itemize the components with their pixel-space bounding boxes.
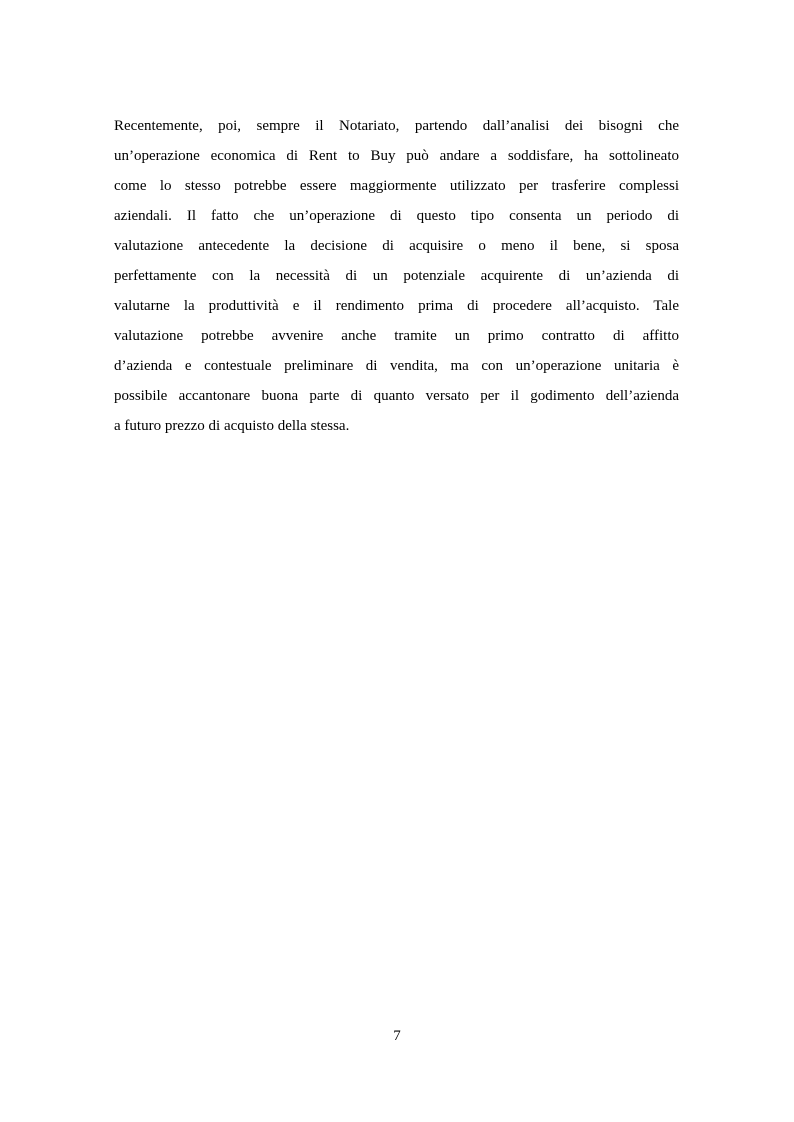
paragraph-line: un’operazione economica di Rent to Buy può andare a soddisfare, ha sottolineato [114,148,679,164]
paragraph-line: a futuro prezzo di acquisto della stessa. [114,418,350,434]
paragraph-line: come lo stesso potrebbe essere maggiormente utilizzato per trasferire complessi [114,178,679,194]
paragraph-line: valutarne la produttività e il rendimento prima di procedere all’acquisto. Tale [114,298,679,314]
page-number: 7 [393,1028,401,1044]
paragraph-line: valutazione antecedente la decisione di acquisire o meno il bene, si sposa [114,238,679,254]
paragraph-line: valutazione potrebbe avvenire anche tramite un primo contratto di affitto [114,328,679,344]
paragraph-line: d’azienda e contestuale preliminare di vendita, ma con un’operazione unitaria è [114,358,679,374]
paragraph-line: Recentemente, poi, sempre il Notariato, partendo dall’analisi dei bisogni che [114,118,679,134]
paragraph-line: possibile accantonare buona parte di quanto versato per il godimento dell’azienda [114,388,679,404]
body-paragraph [114,111,679,441]
paragraph-line: perfettamente con la necessità di un potenziale acquirente di un’azienda di [114,268,679,284]
paragraph-line: aziendali. Il fatto che un’operazione di questo tipo consenta un periodo di [114,208,679,224]
